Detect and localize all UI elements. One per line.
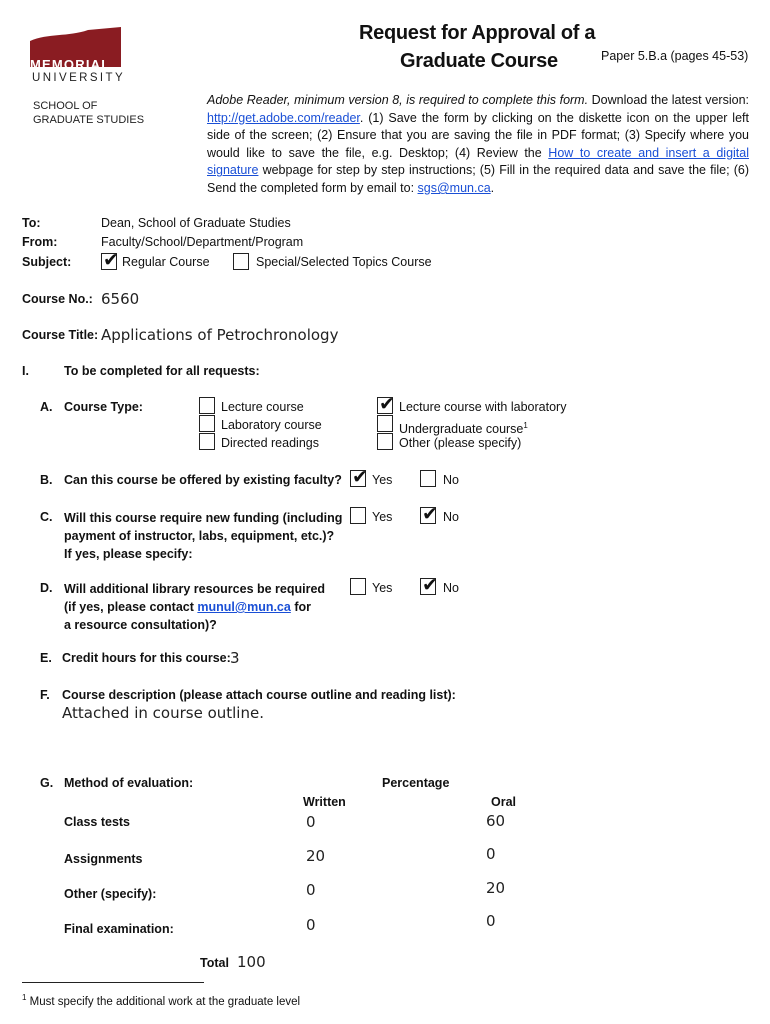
oral-header: Oral (491, 795, 517, 809)
instructions-text: Download the latest version: (588, 93, 749, 107)
course-description-field[interactable]: Attached in course outline. (62, 704, 264, 722)
checkmark-icon: ✔ (422, 574, 438, 596)
section-numeral: I. (22, 364, 29, 378)
oral-percent-field[interactable]: 0 (486, 845, 496, 863)
subject-label: Subject: (22, 255, 72, 269)
funding-yes-label: Yes (372, 510, 393, 524)
question-line: Will additional library resources be required (64, 582, 326, 596)
item-c-letter: C. (40, 510, 53, 524)
funding-no-checkbox[interactable] (420, 503, 438, 525)
logo-university: UNIVERSITY (32, 72, 126, 84)
regular-course-label: Regular Course (122, 255, 210, 269)
total-field[interactable]: 100 (237, 953, 266, 971)
checkmark-icon: ✔ (103, 249, 119, 271)
section-heading: To be completed for all requests: (64, 364, 260, 378)
form-title-line1: Request for Approval of a (359, 22, 596, 44)
credit-hours-label: Credit hours for this course: (62, 651, 231, 665)
question-line: Will this course require new funding (including (64, 511, 343, 525)
written-header: Written (303, 795, 346, 809)
item-g-letter: G. (40, 776, 54, 790)
evaluation-row-label: Class tests (64, 815, 131, 829)
logo-memorial: MEMORIAL (30, 57, 111, 72)
course-no-label: Course No.: (22, 292, 93, 306)
item-d-letter: D. (40, 581, 53, 595)
total-label: Total (200, 956, 229, 970)
written-percent-field[interactable]: 20 (306, 847, 326, 865)
evaluation-row-label: Other (specify): (64, 887, 157, 901)
faculty-no-label: No (443, 473, 459, 487)
footnote-text: Must specify the additional work at the graduate level (29, 995, 301, 1008)
digital-signature-link[interactable]: How to create and insert a digital signature (207, 145, 749, 178)
oral-percent-field[interactable]: 0 (486, 912, 496, 930)
library-no-label: No (443, 581, 459, 595)
instructions-text: webpage for step by step instructions; (5) Fill in the required data and save the file; (6) Send the completed form by email to: (207, 163, 749, 195)
footnote-divider (22, 982, 204, 983)
new-funding-question (64, 509, 342, 563)
funding-no-label: No (443, 510, 459, 524)
paper-reference: Paper 5.B.a (pages 45-53) (601, 49, 749, 63)
library-no-checkbox[interactable] (420, 574, 438, 596)
library-email-link[interactable]: munul@mun.ca (197, 600, 291, 614)
instructions-text: . (490, 180, 495, 195)
library-resources-question (64, 580, 325, 634)
regular-course-checkbox[interactable] (101, 249, 119, 271)
to-value: Dean, School of Graduate Studies (101, 216, 291, 230)
evaluation-method-label: Method of evaluation: (64, 776, 194, 790)
special-topics-checkbox[interactable] (233, 253, 249, 270)
question-line (64, 598, 325, 616)
sgs-email-link[interactable]: sgs@mun.ca (417, 180, 491, 195)
instructions-text: . (1) Save the form by clicking on the diskette icon on the upper left side of the screen; (2) Ensure that you are saving the file in PDF format; (3) Specify where you would like to save the file, e.g. Desktop; (4) Review the (207, 110, 749, 160)
existing-faculty-question: Can this course be offered by existing faculty? (64, 473, 342, 487)
instructions-paragraph (207, 92, 749, 198)
special-topics-label: Special/Selected Topics Course (256, 255, 432, 269)
from-value: Faculty/School/Department/Program (101, 235, 304, 249)
instructions-requirement: Adobe Reader, minimum version 8, is required to complete this form. (207, 93, 589, 107)
written-percent-field[interactable]: 0 (306, 881, 316, 899)
lecture-with-lab-label: Lecture course with laboratory (399, 400, 567, 414)
oral-percent-field[interactable]: 20 (486, 879, 506, 897)
lecture-course-checkbox[interactable] (199, 397, 215, 414)
question-line: a resource consultation)? (64, 618, 217, 632)
oral-percent-field[interactable]: 60 (486, 812, 506, 830)
to-label: To: (22, 216, 41, 230)
lecture-with-lab-checkbox[interactable] (377, 393, 395, 415)
faculty-no-checkbox[interactable] (420, 470, 436, 487)
other-type-checkbox[interactable] (377, 433, 393, 450)
written-percent-field[interactable]: 0 (306, 813, 316, 831)
course-title-field[interactable]: Applications of Petrochronology (101, 326, 339, 344)
laboratory-course-checkbox[interactable] (199, 415, 215, 432)
laboratory-course-label: Laboratory course (221, 418, 322, 432)
question-text: for (290, 600, 311, 614)
item-e-letter: E. (40, 651, 52, 665)
checkmark-icon: ✔ (352, 466, 368, 488)
course-type-label: Course Type: (64, 400, 143, 414)
item-b-letter: B. (40, 473, 53, 487)
undergraduate-course-checkbox[interactable] (377, 415, 393, 432)
question-line: If yes, please specify: (64, 547, 193, 561)
school-line-1: SCHOOL OF (33, 100, 98, 112)
faculty-yes-label: Yes (372, 473, 393, 487)
course-title-label: Course Title: (22, 328, 99, 342)
school-name (33, 99, 144, 127)
undergraduate-course-text: Undergraduate course (399, 422, 524, 437)
course-no-field[interactable]: 6560 (101, 290, 140, 308)
directed-readings-label: Directed readings (221, 436, 319, 450)
question-text: (if yes, please contact (64, 600, 198, 614)
percentage-header: Percentage (382, 776, 450, 790)
course-description-label: Course description (please attach course outline and reading list): (62, 688, 456, 702)
library-yes-checkbox[interactable] (350, 578, 366, 595)
evaluation-row-label: Assignments (64, 852, 143, 866)
item-f-letter: F. (40, 688, 50, 702)
faculty-yes-checkbox[interactable] (350, 466, 368, 488)
footnote (22, 989, 300, 1011)
checkmark-icon: ✔ (379, 393, 395, 415)
other-type-label: Other (please specify) (399, 436, 522, 450)
question-line: payment of instructor, labs, equipment, etc.)? (64, 529, 335, 543)
item-a-letter: A. (40, 400, 53, 414)
credit-hours-field[interactable]: 3 (230, 649, 240, 667)
written-percent-field[interactable]: 0 (306, 916, 316, 934)
footnote-marker: 1 (523, 421, 528, 430)
lecture-course-label: Lecture course (221, 400, 304, 414)
funding-yes-checkbox[interactable] (350, 507, 366, 524)
checkmark-icon: ✔ (422, 503, 438, 525)
footnote-marker: 1 (22, 993, 27, 1002)
school-line-2: GRADUATE STUDIES (33, 114, 145, 126)
form-title-line2: Graduate Course (400, 50, 558, 72)
from-label: From: (22, 235, 58, 249)
library-yes-label: Yes (372, 581, 393, 595)
adobe-reader-link[interactable]: http://get.adobe.com/reader (207, 110, 360, 125)
directed-readings-checkbox[interactable] (199, 433, 215, 450)
evaluation-row-label: Final examination: (64, 922, 174, 936)
